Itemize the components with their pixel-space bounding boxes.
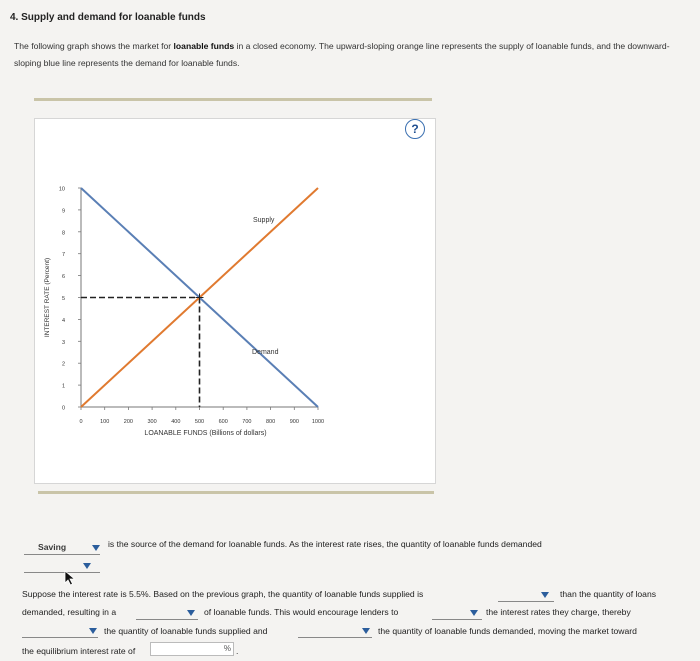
market-condition-dropdown[interactable] [136, 607, 198, 620]
x-tick-label: 300 [147, 419, 157, 425]
chevron-down-icon [187, 610, 195, 616]
x-tick-label: 900 [289, 419, 299, 425]
y-tick-label: 6 [61, 274, 65, 281]
y-tick-label: 3 [61, 339, 65, 346]
chevron-down-icon [92, 545, 100, 551]
x-tick-label: 200 [123, 419, 133, 425]
quantity-demanded-dropdown[interactable] [24, 560, 100, 573]
y-tick-label: 1 [61, 383, 65, 390]
equilibrium-rate-input[interactable] [150, 642, 234, 656]
y-tick-label: 5 [61, 296, 65, 302]
y-tick-label: 7 [61, 252, 65, 259]
x-tick-label: 500 [194, 419, 205, 425]
p2b-text: of loanable funds. This would encourage lenders to [204, 607, 399, 617]
chevron-down-icon [470, 610, 478, 616]
demand-label: Demand [252, 349, 279, 356]
intro-bold: loanable funds [173, 41, 235, 51]
chevron-down-icon [541, 592, 549, 598]
intro-prefix: The following graph shows the market for [14, 41, 174, 51]
y-tick-label: 10 [58, 186, 65, 193]
percent-unit: % [223, 644, 231, 653]
chevron-down-icon [89, 628, 97, 634]
y-tick-label: 0 [61, 405, 65, 412]
p1b-text: than the quantity of loans [560, 589, 657, 599]
p1-text: Suppose the interest rate is 5.5%. Based on the previous graph, the quantity of loanable funds supplied is [22, 589, 424, 599]
y-tick-label: 9 [61, 208, 65, 215]
bottom-divider [38, 491, 434, 494]
intro-suffix: in a closed economy. The upward-sloping orange line represents the supply of loanable funds, and the downward-sloping blue line represents the demand for loanable funds. [14, 41, 670, 68]
x-tick-label: 600 [218, 419, 228, 425]
p3a-text: the quantity of loanable funds supplied and [104, 626, 268, 636]
saving-dropdown-value: Saving [38, 542, 67, 552]
help-icon[interactable]: ? [405, 119, 425, 139]
supply-change-dropdown[interactable] [22, 625, 98, 638]
y-axis-label: INTEREST RATE (Percent) [44, 257, 51, 338]
p4a-text: the equilibrium interest rate of [22, 646, 136, 656]
y-tick-label: 8 [61, 230, 65, 237]
period-text: . [236, 646, 239, 656]
x-tick-label: 800 [266, 419, 276, 425]
demand-change-dropdown[interactable] [298, 625, 372, 638]
chevron-down-icon [83, 563, 91, 569]
row1-text: is the source of the demand for loanable funds. As the interest rate rises, the quantity of loanable funds demanded [108, 539, 542, 549]
x-tick-label: 100 [100, 419, 110, 425]
mouse-cursor-icon [64, 570, 76, 586]
supplied-comparison-dropdown[interactable] [498, 589, 554, 602]
x-tick-label: 700 [242, 419, 252, 425]
p3b-text: the quantity of loanable funds demanded, moving the market toward [378, 626, 637, 636]
y-tick-label: 2 [61, 361, 65, 368]
question-title: 4. Supply and demand for loanable funds [10, 12, 206, 23]
p2a-text: demanded, resulting in a [22, 607, 117, 617]
lender-action-dropdown[interactable] [432, 607, 482, 620]
x-tick-label: 1000 [311, 419, 325, 425]
chevron-down-icon [362, 628, 370, 634]
p2c-text: the interest rates they charge, thereby [486, 607, 631, 617]
y-tick-label: 4 [61, 317, 65, 324]
x-tick-label: 0 [79, 419, 83, 425]
x-tick-label: 400 [171, 419, 181, 425]
x-axis-label: LOANABLE FUNDS (Billions of dollars) [144, 430, 267, 437]
saving-dropdown[interactable] [24, 542, 100, 555]
supply-label: Supply [253, 217, 275, 224]
